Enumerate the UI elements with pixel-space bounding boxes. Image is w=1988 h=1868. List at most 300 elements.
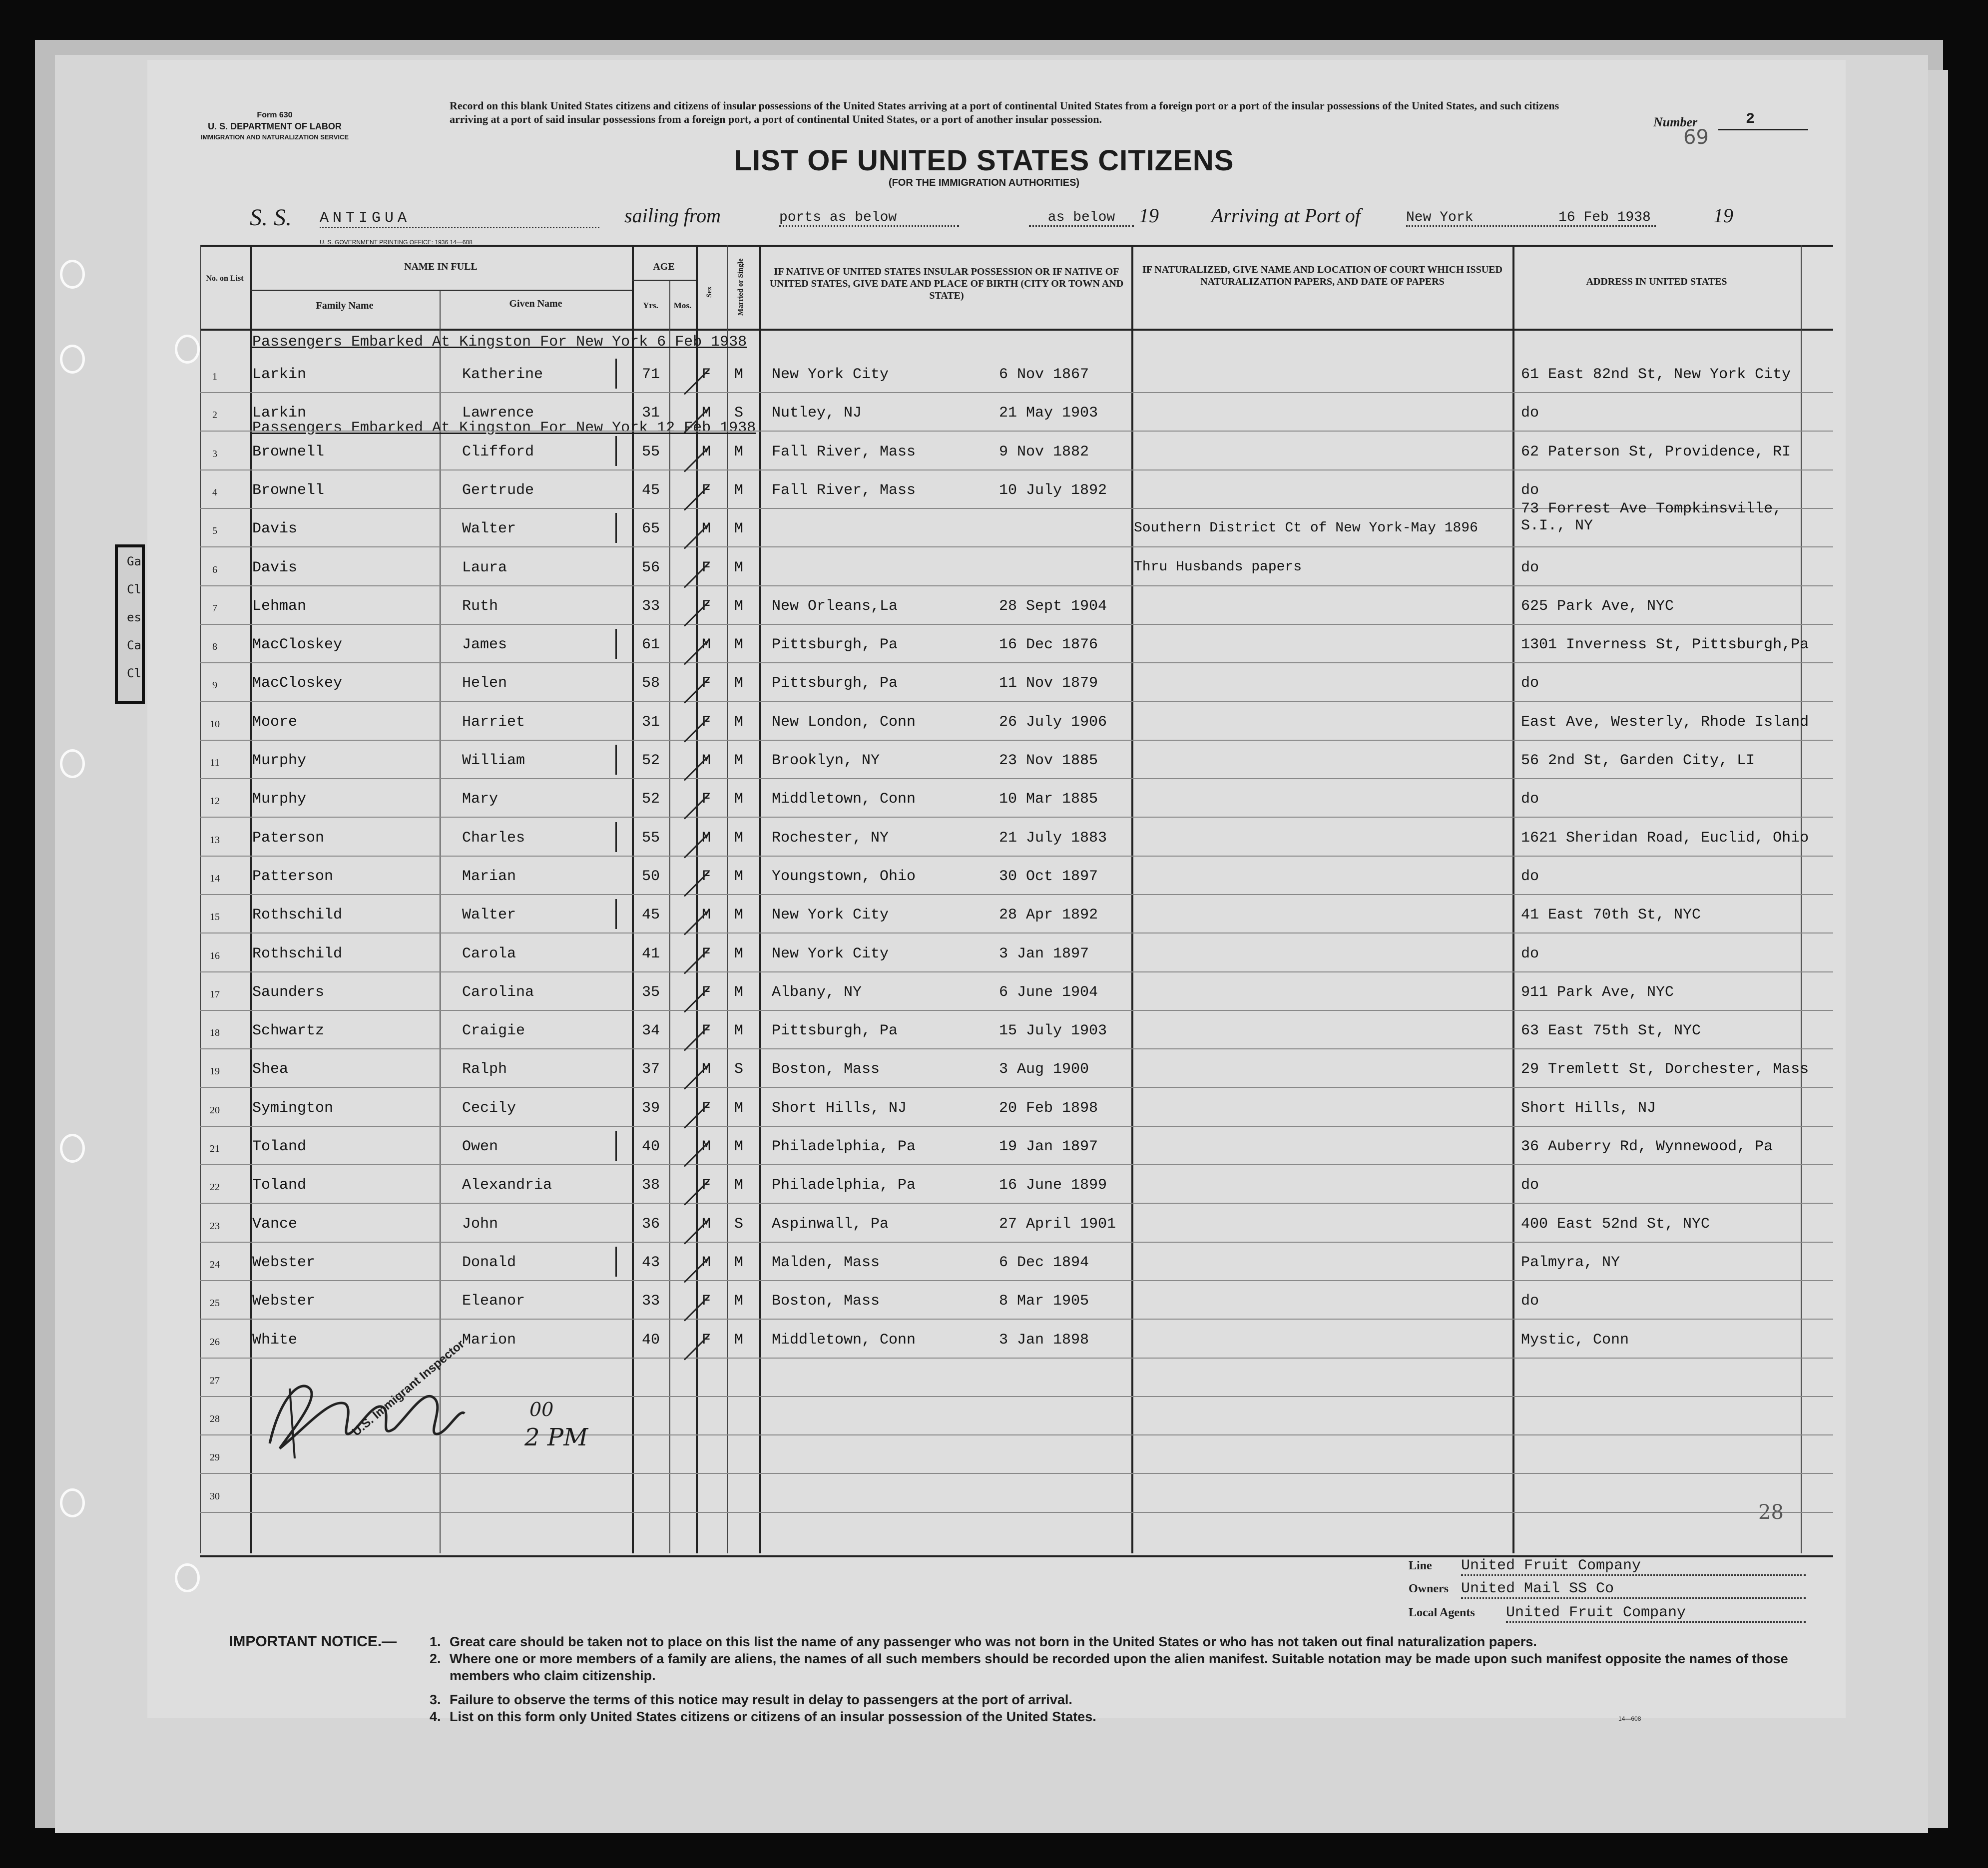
inspector-stamp: U.S. Immigrant Inspector xyxy=(350,1337,467,1439)
section-heading: Passengers Embarked At Kingston For New York 6 Feb 1938 xyxy=(252,334,747,351)
age-cell: 56 xyxy=(642,559,660,576)
row-number: 9 xyxy=(212,680,217,691)
notice-text: Where one or more members of a family are aliens, the names of all such members should be recorded upon the alien manifest. Suitable notation may be made upon such manifest opposite the names of those members who claim citizenship. xyxy=(450,1651,1788,1683)
family-cell: Larkin xyxy=(252,366,307,383)
handwritten-00: 00 xyxy=(529,1399,554,1420)
row-number: 1 xyxy=(212,371,217,382)
voyage-line xyxy=(250,204,1798,234)
notice-number: 4. xyxy=(430,1709,441,1724)
age-cell: 40 xyxy=(642,1138,660,1155)
place-cell: Aspinwall, Pa xyxy=(772,1215,889,1233)
notice-item xyxy=(410,1633,1818,1650)
ms-cell: M xyxy=(734,868,744,885)
family-cell: White xyxy=(252,1331,298,1349)
addr-cell: 625 Park Ave, NYC xyxy=(1521,597,1674,615)
sex-cell: F xyxy=(702,945,711,962)
family-cell: Patterson xyxy=(252,868,334,885)
place-cell: New York City xyxy=(772,945,889,962)
notice-title: IMPORTANT NOTICE.— xyxy=(229,1633,397,1650)
age-cell: 40 xyxy=(642,1331,660,1349)
year-label-1: 19 xyxy=(1139,204,1159,227)
row-number: 27 xyxy=(210,1375,220,1386)
given-cell: Walter xyxy=(462,520,516,538)
row-rule xyxy=(200,1319,1833,1320)
addr-cell: 41 East 70th St, NYC xyxy=(1521,907,1701,924)
number-value: 2 xyxy=(1746,111,1755,128)
year-label-2: 19 xyxy=(1713,204,1733,227)
row-number: 29 xyxy=(210,1452,220,1463)
owners-value: United Mail SS Co xyxy=(1461,1580,1806,1599)
tally-mark xyxy=(615,436,617,466)
family-cell: Davis xyxy=(252,520,298,538)
given-cell: Carolina xyxy=(462,983,534,1001)
row-number: 8 xyxy=(212,641,217,653)
sex-cell: F xyxy=(702,983,711,1001)
header-no: No. on List xyxy=(206,274,244,283)
place-cell: Pittsburgh, Pa xyxy=(772,636,898,654)
given-cell: Katherine xyxy=(462,366,543,383)
row-number: 5 xyxy=(212,525,217,537)
tally-mark xyxy=(615,822,617,852)
sex-cell: F xyxy=(702,1293,711,1310)
age-cell: 35 xyxy=(642,983,660,1001)
age-cell: 33 xyxy=(642,597,660,615)
given-cell: Helen xyxy=(462,675,507,692)
row-number: 17 xyxy=(210,988,220,1000)
adjacent-page-strip: Ga Cl es Ca Cl xyxy=(115,544,145,704)
place-cell: Pittsburgh, Pa xyxy=(772,1022,898,1040)
addr-cell: 1301 Inverness St, Pittsburgh,Pa xyxy=(1521,636,1809,654)
row-number: 24 xyxy=(210,1259,220,1270)
date-cell: 26 July 1906 xyxy=(999,713,1107,731)
row-rule xyxy=(200,1048,1833,1049)
tally-mark xyxy=(615,899,617,929)
age-cell: 55 xyxy=(642,829,660,847)
family-cell: Rothschild xyxy=(252,945,343,962)
row-number: 15 xyxy=(210,912,220,923)
date-cell: 9 Nov 1882 xyxy=(999,443,1089,461)
row-rule xyxy=(200,856,1833,857)
ms-cell: M xyxy=(734,1138,744,1155)
sex-cell: M xyxy=(702,907,711,924)
addr-cell: 36 Auberry Rd, Wynnewood, Pa xyxy=(1521,1138,1773,1155)
section-heading: Passengers Embarked At Kingston For New York 12 Feb 1938 xyxy=(252,420,756,437)
row-number: 18 xyxy=(210,1027,220,1039)
row-rule xyxy=(200,1512,1833,1513)
row-rule xyxy=(200,624,1833,625)
print-code: 14—608 xyxy=(1618,1715,1641,1722)
binder-hole xyxy=(60,749,85,778)
given-cell: Cecily xyxy=(462,1099,516,1117)
family-cell: Toland xyxy=(252,1138,307,1155)
date-cell: 10 July 1892 xyxy=(999,481,1107,499)
row-number: 3 xyxy=(212,448,217,460)
row-rule xyxy=(200,546,1833,547)
addr-cell: do xyxy=(1521,481,1539,499)
given-cell: Carola xyxy=(462,945,516,962)
ms-cell: M xyxy=(734,1293,744,1310)
place-cell: Boston, Mass xyxy=(772,1293,880,1310)
sex-cell: F xyxy=(702,1177,711,1194)
family-cell: Webster xyxy=(252,1254,316,1271)
age-cell: 34 xyxy=(642,1022,660,1040)
age-cell: 38 xyxy=(642,1177,660,1194)
row-number: 13 xyxy=(210,834,220,846)
date-cell: 3 Jan 1898 xyxy=(999,1331,1089,1349)
place-cell: Fall River, Mass xyxy=(772,481,916,499)
place-cell: Short Hills, NJ xyxy=(772,1099,907,1117)
place-cell: Fall River, Mass xyxy=(772,443,916,461)
notice-number: 2. xyxy=(430,1651,441,1666)
ms-cell: M xyxy=(734,636,744,654)
place-cell: Pittsburgh, Pa xyxy=(772,675,898,692)
row-number: 10 xyxy=(210,718,220,730)
family-cell: Davis xyxy=(252,559,298,576)
row-rule xyxy=(200,701,1833,702)
age-cell: 33 xyxy=(642,1293,660,1310)
row-rule xyxy=(200,740,1833,741)
given-cell: Charles xyxy=(462,829,525,847)
sex-cell: F xyxy=(702,481,711,499)
addr-cell: 56 2nd St, Garden City, LI xyxy=(1521,752,1755,769)
row-rule xyxy=(200,585,1833,586)
age-cell: 50 xyxy=(642,868,660,885)
ms-cell: M xyxy=(734,597,744,615)
sex-cell: M xyxy=(702,636,711,654)
header-address: ADDRESS IN UNITED STATES xyxy=(1586,276,1727,287)
age-cell: 52 xyxy=(642,791,660,808)
ms-cell: M xyxy=(734,1099,744,1117)
row-number: 14 xyxy=(210,873,220,884)
place-cell: Youngstown, Ohio xyxy=(772,868,916,885)
sex-cell: M xyxy=(702,1254,711,1271)
notice-item xyxy=(410,1691,1818,1708)
arrival-port: New York xyxy=(1406,210,1656,227)
row-rule xyxy=(200,933,1833,934)
family-cell: MacCloskey xyxy=(252,636,343,654)
family-cell: Saunders xyxy=(252,983,325,1001)
given-cell: Donald xyxy=(462,1254,516,1271)
addr-cell: do xyxy=(1521,868,1539,885)
given-cell: John xyxy=(462,1215,498,1233)
number-underline xyxy=(1718,129,1808,130)
age-cell: 45 xyxy=(642,481,660,499)
row-number: 21 xyxy=(210,1143,220,1154)
given-cell: Harriet xyxy=(462,713,525,731)
department-name: U. S. DEPARTMENT OF LABOR xyxy=(208,121,342,131)
row-number: 12 xyxy=(210,796,220,807)
given-cell: Marian xyxy=(462,868,516,885)
date-cell: 3 Jan 1897 xyxy=(999,945,1089,962)
age-cell: 39 xyxy=(642,1099,660,1117)
place-cell: New York City xyxy=(772,366,889,383)
ms-cell: S xyxy=(734,1061,744,1078)
addr-cell: Short Hills, NJ xyxy=(1521,1099,1656,1117)
header-sex: Sex xyxy=(705,286,713,298)
given-cell: Craigie xyxy=(462,1022,525,1040)
addr-cell: 63 East 75th St, NYC xyxy=(1521,1022,1701,1040)
family-cell: Paterson xyxy=(252,829,325,847)
family-cell: Rothschild xyxy=(252,907,343,924)
print-note: U. S. GOVERNMENT PRINTING OFFICE: 1936 14—608 xyxy=(320,239,473,246)
given-cell: Lawrence xyxy=(462,405,534,422)
row-number: 4 xyxy=(212,486,217,498)
ship-name: ANTIGUA xyxy=(320,210,599,228)
age-cell: 43 xyxy=(642,1254,660,1271)
place-cell: Middletown, Conn xyxy=(772,791,916,808)
row-rule xyxy=(200,1010,1833,1011)
family-cell: Symington xyxy=(252,1099,334,1117)
page-title: LIST OF UNITED STATES CITIZENS xyxy=(734,144,1234,177)
date-cell: 15 July 1903 xyxy=(999,1022,1107,1040)
family-cell: Brownell xyxy=(252,443,325,461)
ms-cell: M xyxy=(734,675,744,692)
sailing-label: sailing from xyxy=(624,204,721,227)
place-cell: Boston, Mass xyxy=(772,1061,880,1078)
row-number: 7 xyxy=(212,602,217,614)
addr-cell: 61 East 82nd St, New York City xyxy=(1521,366,1791,383)
row-rule xyxy=(200,1280,1833,1281)
line-value: United Fruit Company xyxy=(1461,1557,1806,1576)
row-number: 22 xyxy=(210,1182,220,1193)
sex-cell: M xyxy=(702,1061,711,1078)
ms-cell: M xyxy=(734,1331,744,1349)
row-rule xyxy=(200,1203,1833,1204)
sex-cell: M xyxy=(702,405,711,422)
header-age: AGE xyxy=(653,261,675,272)
age-cell: 55 xyxy=(642,443,660,461)
ms-cell: M xyxy=(734,366,744,383)
ms-cell: M xyxy=(734,443,744,461)
form-number: Form 630 xyxy=(257,111,293,119)
notice-text: Failure to observe the terms of this notice may result in delay to passengers at the port of arrival. xyxy=(450,1692,1072,1707)
date-cell: 23 Nov 1885 xyxy=(999,752,1098,769)
sex-cell: F xyxy=(702,675,711,692)
place-cell: Malden, Mass xyxy=(772,1254,880,1271)
sex-cell: F xyxy=(702,1099,711,1117)
ss-label: S. S. xyxy=(250,204,292,231)
place-cell: New Orleans,La xyxy=(772,597,898,615)
ms-cell: M xyxy=(734,481,744,499)
place-cell: Philadelphia, Pa xyxy=(772,1138,916,1155)
sex-cell: F xyxy=(702,868,711,885)
header-yrs: Yrs. xyxy=(643,301,658,310)
row-number: 20 xyxy=(210,1104,220,1116)
row-rule xyxy=(200,1242,1833,1243)
owners-label: Owners xyxy=(1409,1582,1449,1595)
notice-number: 1. xyxy=(430,1634,441,1649)
row-number: 19 xyxy=(210,1066,220,1077)
handwritten-time: 2 PM xyxy=(524,1423,588,1451)
given-cell: Mary xyxy=(462,791,498,808)
addr-cell: do xyxy=(1521,559,1539,576)
arriving-label: Arriving at Port of xyxy=(1211,204,1361,227)
addr-cell: East Ave, Westerly, Rhode Island xyxy=(1521,713,1809,731)
place-cell: Rochester, NY xyxy=(772,829,889,847)
date-cell: 28 Apr 1892 xyxy=(999,907,1098,924)
sex-cell: F xyxy=(702,559,711,576)
handwritten-number: 69 xyxy=(1683,126,1709,149)
header-naturalized: IF NATURALIZED, GIVE NAME AND LOCATION OF COURT WHICH ISSUED NATURALIZATION PAPERS, AND DATE OF PAPERS xyxy=(1142,264,1502,287)
date-cell: 19 Jan 1897 xyxy=(999,1138,1098,1155)
header-family-name: Family Name xyxy=(316,300,374,311)
given-cell: James xyxy=(462,636,507,654)
header-mos: Mos. xyxy=(673,301,692,310)
ms-cell: M xyxy=(734,907,744,924)
ms-cell: M xyxy=(734,1254,744,1271)
age-cell: 58 xyxy=(642,675,660,692)
given-cell: Walter xyxy=(462,907,516,924)
sex-cell: M xyxy=(702,443,711,461)
ms-cell: M xyxy=(734,752,744,769)
sex-cell: F xyxy=(702,366,711,383)
row-number: 30 xyxy=(210,1490,220,1502)
intro-text: Record on this blank United States citizens and citizens of insular possessions of the United States arriving at a port of continental United States from a foreign port or a port of the insular possessions of the United States, and such citizens arriving at a port of said insular possessions from a foreign port, a port of continental United States, or a port of another insular possession. xyxy=(450,99,1559,125)
family-cell: Murphy xyxy=(252,752,307,769)
notice-text: List on this form only United States citizens or citizens of an insular possession of the United States. xyxy=(450,1709,1096,1724)
given-cell: Marion xyxy=(462,1331,516,1349)
agents-value: United Fruit Company xyxy=(1506,1604,1806,1623)
given-cell: Gertrude xyxy=(462,481,534,499)
addr-cell: do xyxy=(1521,1293,1539,1310)
ms-cell: M xyxy=(734,1022,744,1040)
sex-cell: F xyxy=(702,1331,711,1349)
ms-cell: M xyxy=(734,945,744,962)
row-number: 11 xyxy=(210,757,220,768)
sex-cell: M xyxy=(702,829,711,847)
place-cell: Albany, NY xyxy=(772,983,862,1001)
sex-cell: F xyxy=(702,1022,711,1040)
place-cell: Philadelphia, Pa xyxy=(772,1177,916,1194)
sex-cell: F xyxy=(702,597,711,615)
tally-mark xyxy=(615,1247,617,1277)
row-rule xyxy=(200,1126,1833,1127)
row-rule xyxy=(200,469,1833,470)
date-cell: 3 Aug 1900 xyxy=(999,1061,1089,1078)
date-cell: 6 Dec 1894 xyxy=(999,1254,1089,1271)
notice-item xyxy=(410,1650,1818,1684)
ms-cell: M xyxy=(734,829,744,847)
place-cell: New York City xyxy=(772,907,889,924)
row-rule xyxy=(200,1473,1833,1474)
row-number: 28 xyxy=(210,1413,220,1425)
family-cell: Moore xyxy=(252,713,298,731)
place-cell: Nutley, NJ xyxy=(772,405,862,422)
date-from: as below xyxy=(1029,210,1134,227)
addr-cell: do xyxy=(1521,791,1539,808)
date-cell: 28 Sept 1904 xyxy=(999,597,1107,615)
header-name-in-full: NAME IN FULL xyxy=(404,261,478,272)
row-number: 16 xyxy=(210,950,220,961)
tally-mark xyxy=(615,629,617,659)
row-rule xyxy=(200,1087,1833,1088)
addr-cell: Palmyra, NY xyxy=(1521,1254,1620,1271)
date-cell: 21 July 1883 xyxy=(999,829,1107,847)
notice-text: Great care should be taken not to place on this list the name of any passenger who was not born in the United States or who has not taken out final naturalization papers. xyxy=(450,1634,1537,1649)
given-cell: Alexandria xyxy=(462,1177,552,1194)
agents-label: Local Agents xyxy=(1409,1606,1475,1619)
sex-cell: M xyxy=(702,520,711,538)
date-cell: 27 April 1901 xyxy=(999,1215,1116,1233)
addr-cell: 62 Paterson St, Providence, RI xyxy=(1521,443,1791,461)
date-cell: 10 Mar 1885 xyxy=(999,791,1098,808)
line-label: Line xyxy=(1409,1559,1432,1572)
date-cell: 11 Nov 1879 xyxy=(999,675,1098,692)
given-cell: Ruth xyxy=(462,597,498,615)
notice-item xyxy=(410,1708,1818,1725)
tally-mark xyxy=(615,745,617,775)
nat-cell: Thru Husbands papers xyxy=(1134,559,1302,575)
row-rule xyxy=(200,778,1833,779)
form-identifier xyxy=(190,110,360,143)
addr-cell: 911 Park Ave, NYC xyxy=(1521,983,1674,1001)
row-number: 2 xyxy=(212,410,217,421)
addr-cell: 400 East 52nd St, NYC xyxy=(1521,1215,1710,1233)
place-cell: Middletown, Conn xyxy=(772,1331,916,1349)
family-cell: Larkin xyxy=(252,405,307,422)
binder-hole xyxy=(60,260,85,289)
binder-hole xyxy=(60,1134,85,1163)
header-given-name: Given Name xyxy=(509,298,562,309)
given-cell: Ralph xyxy=(462,1061,507,1078)
notice-number: 3. xyxy=(430,1692,441,1707)
age-cell: 45 xyxy=(642,907,660,924)
handwritten-28: 28 xyxy=(1758,1501,1784,1524)
header-married: Married or Single xyxy=(737,258,745,316)
age-cell: 41 xyxy=(642,945,660,962)
row-rule xyxy=(200,431,1833,432)
age-cell: 52 xyxy=(642,752,660,769)
row-rule xyxy=(200,392,1833,393)
date-cell: 8 Mar 1905 xyxy=(999,1293,1089,1310)
family-cell: Webster xyxy=(252,1293,316,1310)
tally-mark xyxy=(615,359,617,389)
sex-cell: M xyxy=(702,752,711,769)
row-number: 6 xyxy=(212,564,217,575)
sex-cell: M xyxy=(702,1215,711,1233)
tally-mark xyxy=(615,513,617,543)
ms-cell: M xyxy=(734,559,744,576)
ms-cell: M xyxy=(734,520,744,538)
family-cell: Toland xyxy=(252,1177,307,1194)
row-rule xyxy=(200,894,1833,895)
addr-cell: do xyxy=(1521,675,1539,692)
row-number: 25 xyxy=(210,1298,220,1309)
ms-cell: M xyxy=(734,1177,744,1194)
binder-hole xyxy=(175,335,200,364)
age-cell: 31 xyxy=(642,713,660,731)
sex-cell: F xyxy=(702,713,711,731)
date-cell: 6 June 1904 xyxy=(999,983,1098,1001)
date-cell: 20 Feb 1898 xyxy=(999,1099,1098,1117)
addr-cell: 29 Tremlett St, Dorchester, Mass xyxy=(1521,1061,1809,1078)
row-number: 23 xyxy=(210,1220,220,1232)
family-cell: MacCloskey xyxy=(252,675,343,692)
addr-cell: 1621 Sheridan Road, Euclid, Ohio xyxy=(1521,829,1809,847)
service-name: IMMIGRATION AND NATURALIZATION SERVICE xyxy=(200,133,349,141)
age-cell: 36 xyxy=(642,1215,660,1233)
row-rule xyxy=(200,971,1833,972)
row-number: 26 xyxy=(210,1336,220,1348)
given-cell: William xyxy=(462,752,525,769)
arrival-date: 16 Feb 1938 xyxy=(1558,210,1651,225)
age-cell: 65 xyxy=(642,520,660,538)
ms-cell: S xyxy=(734,1215,744,1233)
age-cell: 31 xyxy=(642,405,660,422)
row-rule xyxy=(200,662,1833,663)
date-cell: 21 May 1903 xyxy=(999,405,1098,422)
address-cell: 73 Forrest Ave Tompkinsville, S.I., NY xyxy=(1521,500,1782,535)
